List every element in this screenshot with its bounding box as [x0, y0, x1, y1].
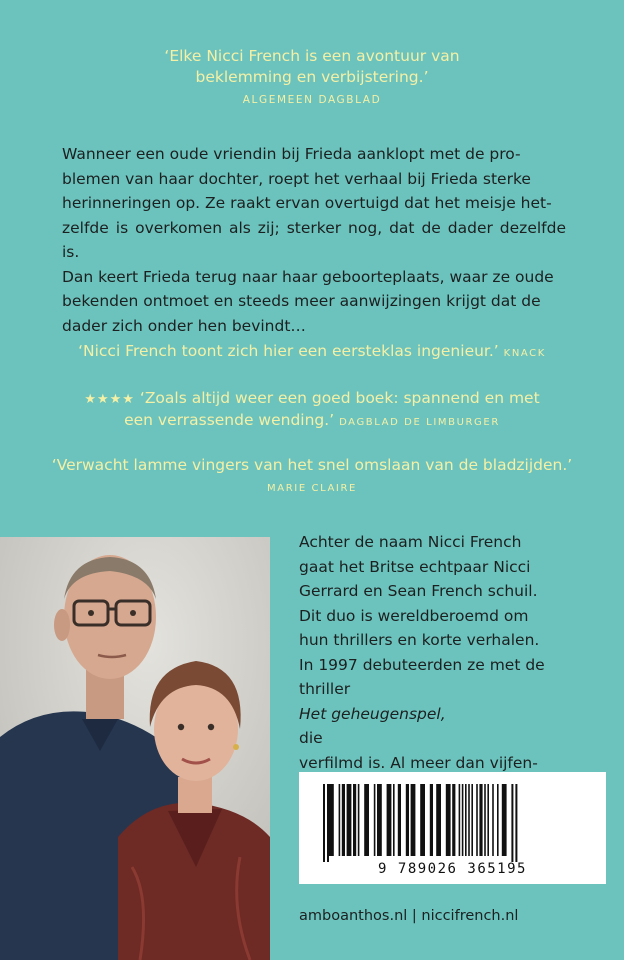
- review-text-line-1: ‘Zoals altijd weer een goed boek: spannend en met: [139, 389, 540, 407]
- barcode-bar: [430, 784, 433, 856]
- barcode-bar: [358, 784, 360, 856]
- barcode-bar: [353, 784, 356, 856]
- author-bio: [299, 530, 608, 800]
- barcode-bar: [497, 784, 499, 856]
- barcode-bar: [476, 784, 478, 856]
- isbn-number: 9 789026 365195: [378, 861, 527, 877]
- barcode-bar: [436, 784, 441, 856]
- top-quote-line-2: beklemming en verbijstering.’: [195, 68, 429, 86]
- barcode-bar: [468, 784, 470, 856]
- barcode-bar: [374, 784, 376, 856]
- bio-line: [299, 677, 608, 751]
- barcode-bar: [347, 784, 352, 856]
- top-quote-line-1: ‘Elke Nicci French is een avontuur van: [164, 47, 460, 65]
- barcode-bar: [406, 784, 409, 856]
- barcode-bar: [323, 784, 325, 862]
- star-rating-icon: ★★★★: [84, 392, 135, 407]
- barcode-bar: [459, 784, 461, 856]
- bio-line: In 1997 debuteerden ze met de: [299, 655, 545, 674]
- barcode-bar: [487, 784, 489, 856]
- bio-line: gaat het Britse echtpaar Nicci: [299, 557, 531, 576]
- bio-text: thriller: [299, 680, 351, 698]
- synopsis-line: zelfde is overkomen als zij; sterker nog, dat de dader dezelfde is.: [62, 218, 566, 261]
- barcode-bar: [452, 784, 455, 856]
- top-quote-source: ALGEMEEN DAGBLAD: [242, 94, 382, 106]
- barcode-bar: [420, 784, 425, 856]
- review-knack: [40, 341, 584, 364]
- review-source: DAGBLAD DE LIMBURGER: [339, 417, 500, 428]
- barcode-bar: [465, 784, 467, 856]
- review-text: ‘Nicci French toont zich hier een eersteklas ingenieur.’: [78, 342, 499, 360]
- barcode-bar: [502, 784, 507, 856]
- barcode-bar: [411, 784, 416, 856]
- review-text-line-2: een verrassende wending.’: [124, 411, 335, 429]
- review-marie-claire: [40, 455, 584, 499]
- barcode-bar: [393, 784, 395, 856]
- barcode-bar: [339, 784, 341, 856]
- barcode-bar: [471, 784, 473, 856]
- author-photo: [0, 537, 270, 960]
- barcode-bar: [329, 784, 334, 856]
- barcode-bar: [398, 784, 401, 856]
- book-title: Het geheugenspel,: [299, 704, 446, 723]
- synopsis-line: Dan keert Frieda terug naar haar geboorteplaats, waar ze oude: [62, 267, 554, 286]
- bio-line: Gerrard en Sean French schuil.: [299, 582, 538, 600]
- barcode-bar: [342, 784, 345, 856]
- author-photo-image: [0, 537, 270, 960]
- barcode-bar: [515, 784, 517, 862]
- review-limburger: [40, 388, 584, 433]
- bio-line: Achter de naam Nicci French: [299, 533, 522, 551]
- bio-line: Dit duo is wereldberoemd om: [299, 606, 529, 625]
- synopsis-line: blemen van haar dochter, roept het verhaal bij Frieda sterke: [62, 169, 531, 188]
- review-source: MARIE CLAIRE: [267, 483, 357, 494]
- barcode-bar: [327, 784, 329, 862]
- review-text: ‘Verwacht lamme vingers van het snel omslaan van de bladzijden.’: [51, 456, 573, 474]
- barcode-bar: [484, 784, 486, 856]
- barcode-bar: [364, 784, 369, 856]
- synopsis-line: herinneringen op. Ze raakt ervan overtuigd dat het meisje het-: [62, 194, 552, 212]
- barcode-bar: [492, 784, 494, 856]
- review-source: KNACK: [503, 348, 546, 359]
- barcode-panel: [299, 772, 606, 884]
- synopsis-line: Wanneer een oude vriendin bij Frieda aanklopt met de pro-: [62, 145, 521, 163]
- barcode-bar: [511, 784, 513, 862]
- bio-line: hun thrillers en korte verhalen.: [299, 631, 540, 649]
- barcode-bar: [462, 784, 464, 856]
- bio-text: die: [299, 729, 323, 747]
- synopsis-line: dader zich onder hen bevindt…: [62, 316, 306, 335]
- barcode-bar: [479, 784, 482, 856]
- barcode-bar: [387, 784, 392, 856]
- barcode-bar: [446, 784, 451, 856]
- publisher-urls: amboanthos.nl | niccifrench.nl: [299, 908, 519, 924]
- synopsis-line: bekenden ontmoet en steeds meer aanwijzingen krijgt dat de: [62, 292, 541, 310]
- top-quote: [0, 46, 624, 111]
- bio-line: verfilmd is. Al meer dan vijfen-: [299, 753, 538, 772]
- synopsis: [62, 142, 566, 338]
- barcode-bar: [377, 784, 382, 856]
